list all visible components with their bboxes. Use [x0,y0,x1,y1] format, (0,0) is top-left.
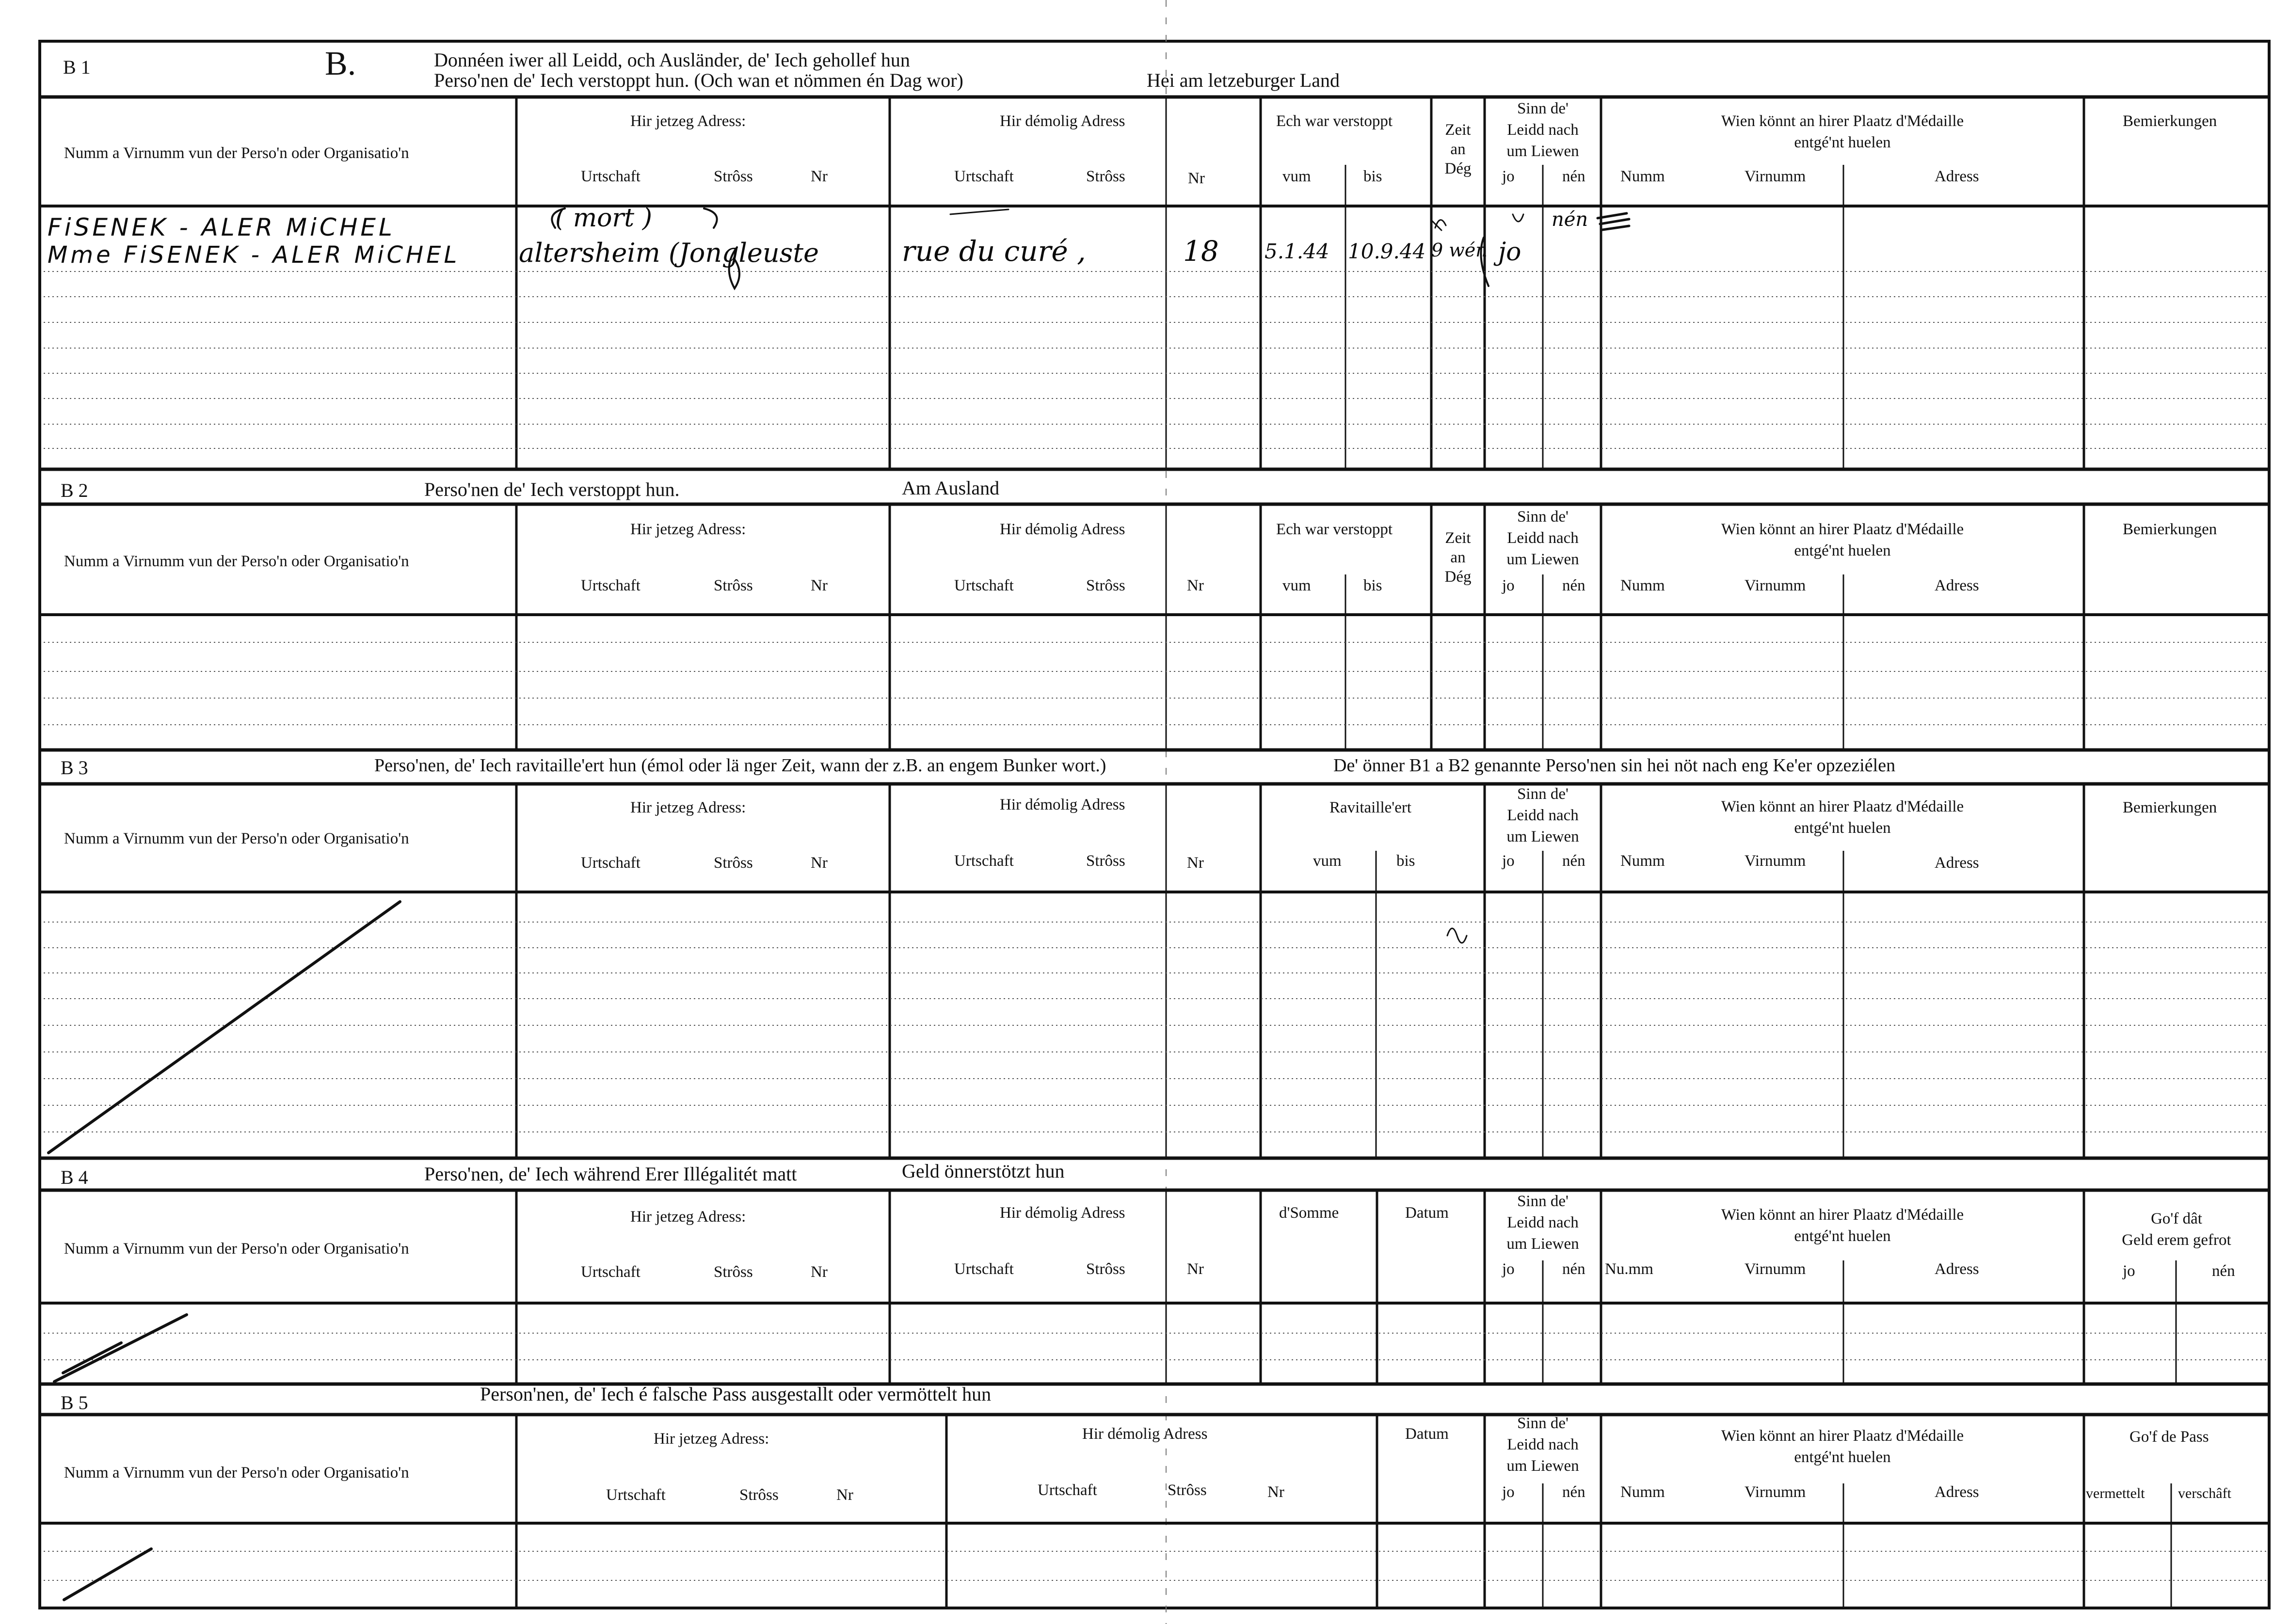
b5-col-alive: Sinn de' Leidd nach um Liewen [1506,1415,1579,1475]
b5-col-number: Nr [836,1486,853,1504]
b4-col-alive: Sinn de' Leidd nach um Liewen [1506,1193,1579,1253]
b1-col-from: vum [1282,168,1311,185]
b5-col-mediated: vermettelt [2086,1485,2145,1501]
b5-col-issued: verschâft [2178,1485,2231,1501]
b4-col-surname: Nu.mm [1605,1260,1653,1278]
b1-title-line1: Donnéen iwer all Leidd, och Ausländer, de' Iech gehollef hun [434,49,910,71]
b5-col-pass-given: Go'f de Pass [2129,1428,2209,1446]
handwritten-to: 10.9.44 [1348,239,1426,263]
b3-col-no: nén [1562,852,1585,870]
b3-title: Perso'nen, de' Iech ravitaille'ert hun (émol oder lä nger Zeit, wann der z.B. an engem Bunker wort.) [374,755,1106,776]
b1-col-days: Zeit an Dég [1444,121,1472,177]
b2-location: Am Ausland [902,477,1000,499]
b4-col-yes: jo [1502,1260,1515,1278]
b4-col-name: Numm a Virnumm vun der Perso'n oder Organisatio'n [64,1240,409,1258]
b3-col-remarks: Bemierkungen [2123,799,2217,816]
handwritten-alive-yes: jo [1498,238,1521,267]
handwritten-name-row2: Mme FiSENEK - ALER MiCHEL [48,241,460,269]
b4-col-former-street: Strôss [1086,1260,1125,1278]
b4-col-former-number: Nr [1187,1260,1204,1278]
b1-title-location: Hei am letzeburger Land [1147,69,1340,91]
b1-col-medal: Wien könnt an hirer Plaatz d'Médaille entgé'nt huelen [1721,112,1964,151]
b4-col-former-locality: Urtschaft [954,1260,1014,1278]
b4-title-tail: Geld önnerstötzt hun [902,1160,1065,1182]
b2-col-number: Nr [811,577,828,594]
b3-col-to: bis [1396,852,1415,870]
b2-title: Perso'nen de' Iech verstoppt hun. [424,478,680,500]
b3-col-firstname: Virnumm [1745,852,1806,870]
handwritten-current-locality: altersheim (Jongleuste [519,238,819,268]
b3-col-former-locality: Urtschaft [954,852,1014,870]
b5-col-date: Datum [1405,1425,1449,1443]
b3-col-medal: Wien könnt an hirer Plaatz d'Médaille entgé'nt huelen [1721,798,1964,837]
b1-col-firstname: Virnumm [1745,168,1806,185]
b2-col-street: Strôss [714,577,753,594]
b2-col-former-locality: Urtschaft [954,577,1014,594]
b3-col-former-address: Hir démolig Adress [1000,796,1125,813]
handwritten-former-street: rue du curé , [902,235,1086,268]
b5-col-street: Strôss [739,1486,779,1504]
b5-col-surname: Numm [1620,1483,1665,1501]
b3-col-current-address: Hir jetzeg Adress: [630,799,746,816]
b4-col-date: Datum [1405,1204,1449,1222]
b1-title-line2: Perso'nen de' Iech verstoppt hun. (Och wan et nömmen én Dag wor) [434,69,963,91]
b1-col-to: bis [1363,168,1382,185]
b5-title: Person'nen, de' Iech é falsche Pass ausgestallt oder vermöttelt hun [480,1383,992,1405]
b3-col-number: Nr [811,854,828,872]
b4-col-sum: d'Somme [1279,1204,1339,1222]
b1-col-street: Strôss [714,168,753,185]
b1-code: B 1 [63,56,91,78]
handwritten-note-dead: ( mort ) [555,204,653,233]
b1-col-former-street: Strôss [1086,168,1125,185]
b2-col-locality: Urtschaft [581,577,640,594]
b5-col-former-address: Hir démolig Adress [1082,1425,1208,1443]
b4-title: Perso'nen, de' Iech während Erer Illégalitét matt [424,1163,797,1185]
b3-col-former-number: Nr [1187,854,1204,872]
b1-col-former-number: Nr [1188,170,1205,187]
b2-col-hidden: Ech war verstoppt [1276,521,1393,538]
b5-col-yes: jo [1502,1483,1515,1501]
b3-col-locality: Urtschaft [581,854,640,872]
b4-col-firstname: Virnumm [1745,1260,1806,1278]
b3-note: De' önner B1 a B2 genannte Perso'nen sin hei nöt nach eng Ke'er opzeziélen [1333,755,1896,776]
b3-col-supplied: Ravitaille'ert [1329,799,1412,816]
b1-col-locality: Urtschaft [581,168,640,185]
handwritten-alive-no: nén [1552,208,1588,231]
b4-col-money-given: Go'f dât Geld erem gefrot [2122,1210,2231,1249]
b1-col-alive: Sinn de' Leidd nach um Liewen [1506,100,1579,160]
b2-col-from: vum [1282,577,1311,594]
b5-col-former-locality: Urtschaft [1038,1481,1097,1499]
b2-col-alive: Sinn de' Leidd nach um Liewen [1506,508,1579,568]
b4-col-money-no: nén [2212,1262,2235,1280]
b2-col-yes: jo [1502,577,1515,594]
b3-col-from: vum [1313,852,1342,870]
handwritten-former-number: 18 [1183,235,1219,268]
b4-col-former-address: Hir démolig Adress [1000,1204,1125,1222]
b3-col-address: Adress [1935,854,1979,872]
b2-col-name: Numm a Virnumm vun der Perso'n oder Organisatio'n [64,553,409,570]
b4-col-number: Nr [811,1263,828,1281]
b2-col-address: Adress [1935,577,1979,594]
b3-col-surname: Numm [1620,852,1665,870]
b5-col-name: Numm a Virnumm vun der Perso'n oder Organisatio'n [64,1464,409,1481]
b2-col-to: bis [1363,577,1382,594]
b5-col-medal: Wien könnt an hirer Plaatz d'Médaille entgé'nt huelen [1721,1427,1964,1466]
b4-code: B 4 [61,1166,88,1188]
b1-col-former-address: Hir démolig Adress [1000,112,1125,130]
b2-col-former-address: Hir démolig Adress [1000,521,1125,538]
b5-col-no: nén [1562,1483,1585,1501]
b1-col-name: Numm a Virnumm vun der Perso'n oder Organisatio'n [64,144,409,162]
b3-col-former-street: Strôss [1086,852,1125,870]
b5-col-former-street: Strôss [1168,1481,1207,1499]
b1-col-yes: jo [1502,168,1515,185]
b1-col-current-address: Hir jetzeg Adress: [630,112,746,130]
b5-col-firstname: Virnumm [1745,1483,1806,1501]
b5-col-address: Adress [1935,1483,1979,1501]
b3-col-name: Numm a Virnumm vun der Perso'n oder Organisatio'n [64,830,409,847]
b3-code: B 3 [61,757,88,779]
b2-col-surname: Numm [1620,577,1665,594]
b2-code: B 2 [61,479,88,501]
handwritten-from: 5.1.44 [1265,239,1329,263]
b2-col-remarks: Bemierkungen [2123,521,2217,538]
b2-col-current-address: Hir jetzeg Adress: [630,521,746,538]
b2-col-former-street: Strôss [1086,577,1125,594]
b1-col-remarks: Bemierkungen [2123,112,2217,130]
b1-col-former-locality: Urtschaft [954,168,1014,185]
b1-col-hidden: Ech war verstoppt [1276,112,1393,130]
b2-col-no: nén [1562,577,1585,594]
b1-letter: B. [325,45,356,82]
b4-col-current-address: Hir jetzeg Adress: [630,1208,746,1226]
b4-col-address: Adress [1935,1260,1979,1278]
handwritten-days: 9 wén [1431,239,1488,261]
b3-col-yes: jo [1502,852,1515,870]
b5-col-current-address: Hir jetzeg Adress: [654,1430,769,1448]
b4-col-street: Strôss [714,1263,753,1281]
b5-code: B 5 [61,1392,88,1414]
b5-col-former-number: Nr [1267,1483,1284,1501]
b1-col-number: Nr [811,168,828,185]
b1-col-no: nén [1562,168,1585,185]
b5-col-locality: Urtschaft [606,1486,666,1504]
b4-col-money-yes: jo [2123,1262,2135,1280]
b2-col-medal: Wien könnt an hirer Plaatz d'Médaille entgé'nt huelen [1721,521,1964,559]
b4-col-medal: Wien könnt an hirer Plaatz d'Médaille entgé'nt huelen [1721,1206,1964,1245]
b3-col-street: Strôss [714,854,753,872]
b2-col-former-number: Nr [1187,577,1204,594]
b4-col-no: nén [1562,1260,1585,1278]
b4-col-locality: Urtschaft [581,1263,640,1281]
b1-col-surname: Numm [1620,168,1665,185]
b2-col-firstname: Virnumm [1745,577,1806,594]
b1-col-address: Adress [1935,168,1979,185]
handwritten-name-row1: FiSENEK - ALER MiCHEL [48,213,395,241]
b3-col-alive: Sinn de' Leidd nach um Liewen [1506,785,1579,845]
b2-col-days: Zeit an Dég [1444,529,1472,586]
